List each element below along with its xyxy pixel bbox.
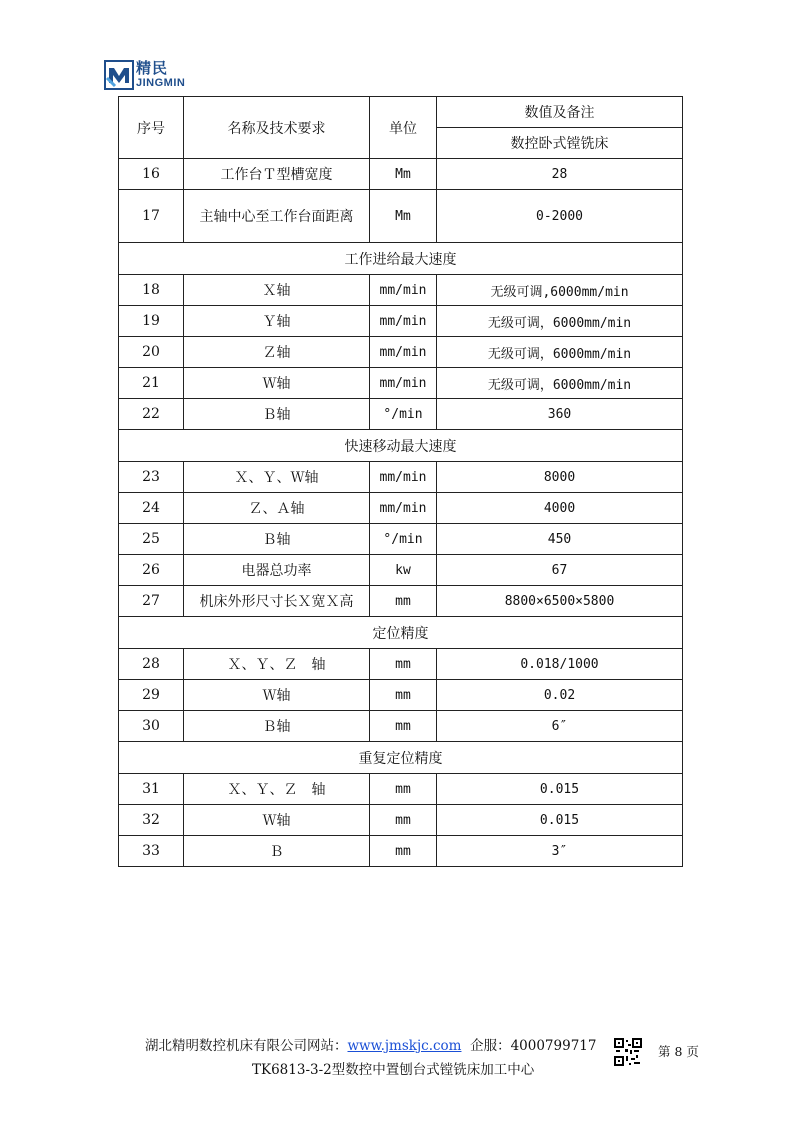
serial-cell: 28 (119, 649, 184, 680)
header-unit: 单位 (370, 97, 437, 159)
serial-cell: 30 (119, 711, 184, 742)
name-cell: 主轴中心至工作台面距离 (184, 190, 370, 243)
table-row (119, 462, 683, 493)
footer-company: 湖北精明数控机床有限公司网站： (145, 1038, 348, 1054)
company-logo (104, 58, 185, 92)
unit-cell: mm (370, 774, 437, 805)
serial-cell: 17 (119, 190, 184, 243)
name-cell: Ｘ、Ｙ、Ｚ 轴 (184, 774, 370, 805)
name-cell: 工作台Ｔ型槽宽度 (184, 159, 370, 190)
table-row (119, 524, 683, 555)
table-row (119, 711, 683, 742)
value-cell: 无级可调，6000mm/min (437, 368, 683, 399)
unit-cell: mm/min (370, 493, 437, 524)
name-cell: Ｗ轴 (184, 805, 370, 836)
serial-cell: 33 (119, 836, 184, 867)
table-row (119, 493, 683, 524)
unit-cell: mm/min (370, 462, 437, 493)
value-cell: 450 (437, 524, 683, 555)
name-cell: Ｂ轴 (184, 399, 370, 430)
unit-cell: mm (370, 649, 437, 680)
section-row (119, 742, 683, 774)
unit-cell: mm/min (370, 306, 437, 337)
serial-cell: 19 (119, 306, 184, 337)
table-row (119, 399, 683, 430)
section-title: 定位精度 (119, 617, 683, 649)
table-row (119, 836, 683, 867)
name-cell: Ｂ (184, 836, 370, 867)
value-cell: 0-2000 (437, 190, 683, 243)
section-row (119, 430, 683, 462)
unit-cell: mm (370, 805, 437, 836)
value-cell: 8000 (437, 462, 683, 493)
spec-table (118, 96, 683, 867)
serial-cell: 23 (119, 462, 184, 493)
value-cell: 无级可调，6000mm/min (437, 337, 683, 368)
value-cell: 0.015 (437, 774, 683, 805)
table-row (119, 190, 683, 243)
table-header-row (119, 97, 683, 128)
value-cell: 无级可调,6000mm/min (437, 275, 683, 306)
value-cell: 6″ (437, 711, 683, 742)
serial-cell: 31 (119, 774, 184, 805)
value-cell: 8800×6500×5800 (437, 586, 683, 617)
unit-cell: mm/min (370, 275, 437, 306)
name-cell: Ｂ轴 (184, 524, 370, 555)
unit-cell: °/min (370, 399, 437, 430)
unit-cell: mm (370, 680, 437, 711)
serial-cell: 22 (119, 399, 184, 430)
value-cell: 28 (437, 159, 683, 190)
value-cell: 67 (437, 555, 683, 586)
table-row (119, 649, 683, 680)
section-title: 工作进给最大速度 (119, 243, 683, 275)
table-row (119, 337, 683, 368)
footer-product-name: TK6813-3-2型数控中置刨台式镗铣床加工中心 (252, 1062, 535, 1078)
table-row (119, 680, 683, 711)
value-cell: 4000 (437, 493, 683, 524)
serial-cell: 24 (119, 493, 184, 524)
serial-cell: 20 (119, 337, 184, 368)
unit-cell: Mm (370, 190, 437, 243)
qr-code-icon (614, 1038, 642, 1066)
serial-cell: 21 (119, 368, 184, 399)
table-row (119, 368, 683, 399)
header-name: 名称及技术要求 (184, 97, 370, 159)
table-row (119, 159, 683, 190)
name-cell: Ｗ轴 (184, 680, 370, 711)
serial-cell: 16 (119, 159, 184, 190)
serial-cell: 26 (119, 555, 184, 586)
name-cell: Ｘ、Ｙ、Ｚ 轴 (184, 649, 370, 680)
serial-cell: 27 (119, 586, 184, 617)
name-cell: Ｚ、Ａ轴 (184, 493, 370, 524)
section-row (119, 243, 683, 275)
unit-cell: Mm (370, 159, 437, 190)
section-title: 重复定位精度 (119, 742, 683, 774)
name-cell: Ｗ轴 (184, 368, 370, 399)
header-serial: 序号 (119, 97, 184, 159)
unit-cell: mm (370, 586, 437, 617)
section-row (119, 617, 683, 649)
value-cell: 3″ (437, 836, 683, 867)
unit-cell: mm/min (370, 368, 437, 399)
unit-cell: mm (370, 836, 437, 867)
header-value: 数值及备注 (437, 97, 683, 128)
logo-english-name: JINGMIN (136, 77, 186, 89)
name-cell: 电器总功率 (184, 555, 370, 586)
unit-cell: °/min (370, 524, 437, 555)
table-row (119, 586, 683, 617)
value-cell: 360 (437, 399, 683, 430)
name-cell: 机床外形尺寸长Ｘ宽Ｘ高 (184, 586, 370, 617)
value-cell: 0.018/1000 (437, 649, 683, 680)
serial-cell: 18 (119, 275, 184, 306)
footer-company-line (145, 1034, 596, 1054)
value-cell: 无级可调，6000mm/min (437, 306, 683, 337)
name-cell: Ｙ轴 (184, 306, 370, 337)
table-row (119, 555, 683, 586)
name-cell: Ｚ轴 (184, 337, 370, 368)
unit-cell: kw (370, 555, 437, 586)
name-cell: Ｂ轴 (184, 711, 370, 742)
footer-service: 企服：4000799717 (470, 1038, 597, 1054)
unit-cell: mm (370, 711, 437, 742)
unit-cell: mm/min (370, 337, 437, 368)
value-cell: 0.02 (437, 680, 683, 711)
table-row (119, 275, 683, 306)
name-cell: Ｘ、Ｙ、Ｗ轴 (184, 462, 370, 493)
serial-cell: 29 (119, 680, 184, 711)
header-machine-type: 数控卧式镗铣床 (437, 128, 683, 159)
jingmin-logo-icon (104, 60, 134, 90)
footer-website-link[interactable]: www.jmskjc.com (347, 1038, 462, 1054)
value-cell: 0.015 (437, 805, 683, 836)
serial-cell: 32 (119, 805, 184, 836)
name-cell: Ｘ轴 (184, 275, 370, 306)
logo-chinese-name: 精民 (136, 59, 169, 77)
table-row (119, 805, 683, 836)
table-row (119, 306, 683, 337)
page-number: 第 8 页 (658, 1044, 699, 1059)
table-row (119, 774, 683, 805)
serial-cell: 25 (119, 524, 184, 555)
section-title: 快速移动最大速度 (119, 430, 683, 462)
